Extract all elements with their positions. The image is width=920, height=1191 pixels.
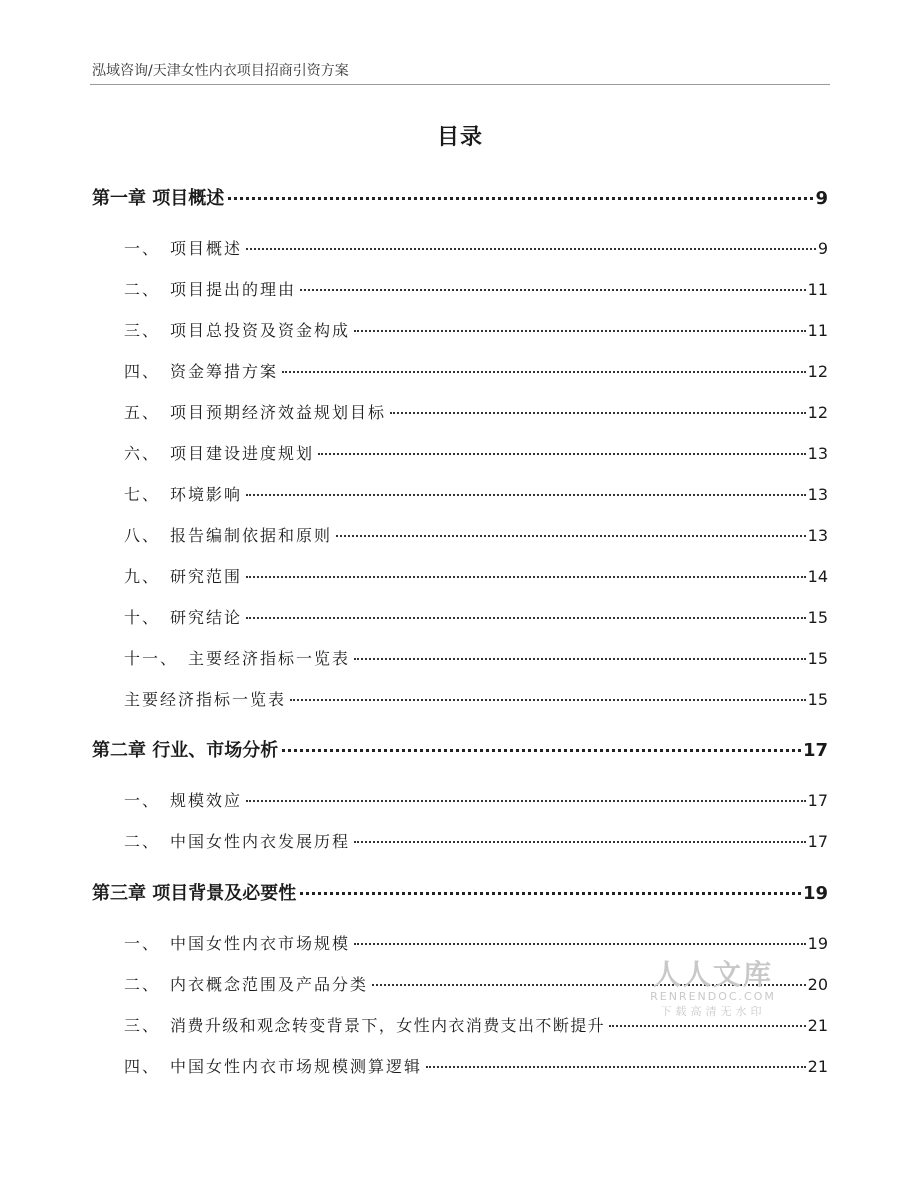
- toc-section-number: 九、: [124, 567, 161, 586]
- leader-dots: [282, 749, 801, 752]
- toc-section[interactable]: [92, 359, 828, 382]
- toc-page-number: 14: [807, 567, 828, 586]
- toc-section-number: 二、: [124, 975, 161, 994]
- leader-dots: [609, 1025, 806, 1027]
- toc-page-number: 21: [807, 1057, 828, 1076]
- leader-dots: [318, 453, 806, 455]
- toc-entry-label: 第一章 项目概述: [92, 188, 225, 209]
- leader-dots: [246, 800, 806, 802]
- leader-dots: [246, 617, 806, 619]
- toc-entry-label: 中国女性内衣市场规模: [170, 934, 351, 953]
- toc-page-number: 17: [802, 740, 828, 761]
- toc-entry-label: 研究结论: [170, 608, 243, 627]
- toc-page-number: 9: [817, 239, 828, 258]
- toc-page-number: 15: [807, 690, 828, 709]
- toc-entry-label: 内衣概念范围及产品分类: [170, 975, 369, 994]
- toc-entry-label: 主要经济指标一览表: [188, 649, 351, 668]
- toc-entry-label: 环境影响: [170, 485, 243, 504]
- toc-page-number: 19: [807, 934, 828, 953]
- toc-entry-label: 研究范围: [170, 567, 243, 586]
- toc-section[interactable]: [92, 931, 828, 954]
- toc-page-number: 11: [807, 280, 828, 299]
- leader-dots: [336, 535, 806, 537]
- toc-page-number: 21: [807, 1016, 828, 1035]
- leader-dots: [354, 658, 806, 660]
- toc-section-number: 六、: [124, 444, 161, 463]
- toc-section-number: 二、: [124, 832, 161, 851]
- leader-dots: [354, 330, 806, 332]
- toc-section-number: 一、: [124, 239, 161, 258]
- toc-section[interactable]: [92, 318, 828, 341]
- toc-entry-label: 项目总投资及资金构成: [170, 321, 351, 340]
- toc-section[interactable]: [92, 646, 828, 669]
- toc-page-number: 19: [802, 883, 828, 904]
- toc-section[interactable]: [92, 564, 828, 587]
- toc-section[interactable]: [92, 1054, 828, 1077]
- toc-entry-label: 第三章 项目背景及必要性: [92, 883, 297, 904]
- toc-page-number: 17: [807, 832, 828, 851]
- leader-dots: [300, 892, 801, 895]
- toc-page-number: 13: [807, 444, 828, 463]
- leader-dots: [228, 197, 813, 200]
- toc-page-number: 15: [807, 608, 828, 627]
- toc-page-number: 13: [807, 485, 828, 504]
- toc-entry-label: 报告编制依据和原则: [170, 526, 333, 545]
- toc-page-number: 11: [807, 321, 828, 340]
- watermark-url: RENRENDOC.COM: [650, 990, 776, 1003]
- toc-section-number: 三、: [124, 321, 161, 340]
- watermark-subtitle: 下载高清无水印: [660, 1005, 766, 1018]
- toc-page-number: 12: [807, 403, 828, 422]
- toc-section-number: 二、: [124, 280, 161, 299]
- toc-section-number: 一、: [124, 934, 161, 953]
- watermark: [648, 960, 778, 1019]
- toc-entry-label: 项目预期经济效益规划目标: [170, 403, 387, 422]
- toc-section-number: 四、: [124, 1057, 161, 1076]
- toc-entry-label: 中国女性内衣市场规模测算逻辑: [170, 1057, 423, 1076]
- toc-section-number: 一、: [124, 791, 161, 810]
- toc-entry-label: 消费升级和观念转变背景下，女性内衣消费支出不断提升: [170, 1016, 606, 1035]
- leader-dots: [390, 412, 806, 414]
- toc-entry-label: 第二章 行业、市场分析: [92, 740, 279, 761]
- toc-page-number: 17: [807, 791, 828, 810]
- toc-section-number: 十、: [124, 608, 161, 627]
- toc-section[interactable]: [92, 788, 828, 811]
- toc-section-number: 三、: [124, 1016, 161, 1035]
- leader-dots: [246, 576, 806, 578]
- toc-section[interactable]: [92, 829, 828, 852]
- leader-dots: [354, 841, 806, 843]
- toc-page-number: 20: [807, 975, 828, 994]
- document-header: 泓域咨询/天津女性内衣项目招商引资方案: [92, 63, 349, 79]
- toc-entry-label: 项目建设进度规划: [170, 444, 315, 463]
- toc-entry-label: 项目提出的理由: [170, 280, 297, 299]
- leader-dots: [282, 371, 806, 373]
- toc-chapter-3[interactable]: [92, 879, 828, 905]
- toc-section[interactable]: [92, 441, 828, 464]
- toc-chapter-2[interactable]: [92, 736, 828, 762]
- toc-section-number: 四、: [124, 362, 161, 381]
- toc-page-number: 9: [815, 188, 828, 209]
- toc-section[interactable]: [92, 277, 828, 300]
- toc-chapter-1[interactable]: [92, 184, 828, 210]
- watermark-title: 人人文库: [652, 958, 773, 991]
- toc-entry-label: 项目概述: [170, 239, 243, 258]
- toc-section[interactable]: [92, 605, 828, 628]
- toc-section[interactable]: [92, 400, 828, 423]
- toc-section-number: 十一、: [124, 649, 179, 668]
- leader-dots: [300, 289, 806, 291]
- toc-section[interactable]: [92, 236, 828, 259]
- leader-dots: [290, 699, 806, 701]
- leader-dots: [246, 248, 816, 250]
- toc-title: 目录: [436, 125, 483, 150]
- leader-dots: [426, 1066, 806, 1068]
- leader-dots: [354, 943, 806, 945]
- header-divider: [90, 84, 830, 85]
- toc-page-number: 15: [807, 649, 828, 668]
- toc-entry-label: 主要经济指标一览表: [124, 690, 287, 709]
- toc-section-number: 八、: [124, 526, 161, 545]
- leader-dots: [246, 494, 806, 496]
- toc-entry-label: 规模效应: [170, 791, 243, 810]
- toc-section-number: 五、: [124, 403, 161, 422]
- toc-entry-label: 中国女性内衣发展历程: [170, 832, 351, 851]
- toc-entry-label: 资金筹措方案: [170, 362, 279, 381]
- toc-section[interactable]: [92, 482, 828, 505]
- toc-section[interactable]: [92, 523, 828, 546]
- toc-section-number: 七、: [124, 485, 161, 504]
- toc-page-number: 13: [807, 526, 828, 545]
- toc-page-number: 12: [807, 362, 828, 381]
- toc-table-entry[interactable]: [92, 687, 828, 710]
